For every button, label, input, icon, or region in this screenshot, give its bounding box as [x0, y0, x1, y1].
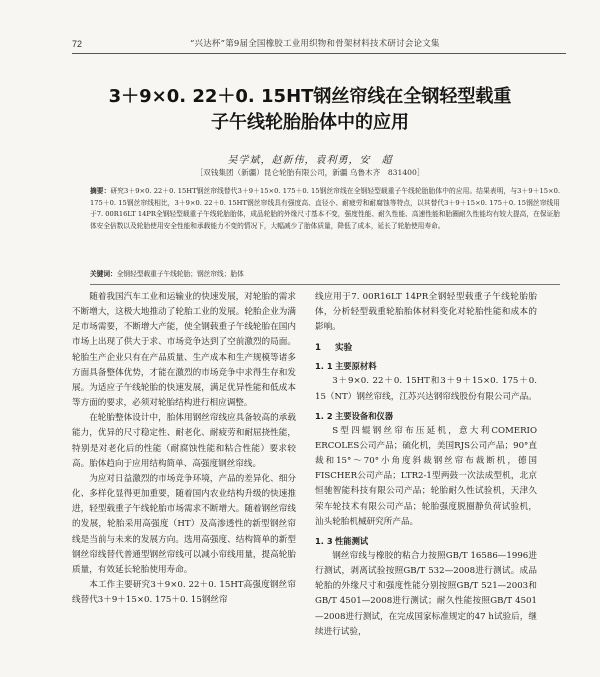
paragraph: 钢丝帘线与橡胶的粘合力按照GB/T 16586—1996进行测试，剥离试验按照GB/T 532—2008进行测试。成品轮胎的外缘尺寸和强度性能分别按照GB/T 521—2003和GB/T 4501—2008进行测试；耐久性能按照GB/T 4501—2008进行测试，在完成国家标准规定的47 h试验后，继续进行试验，	[315, 550, 537, 637]
page-number: 72	[72, 39, 83, 49]
affiliation: ［双钱集团（新疆）昆仑轮胎有限公司，新疆 乌鲁木齐 831400］	[195, 168, 425, 177]
paragraph: 在轮胎整体设计中，胎体用钢丝帘线应具备较高的承载能力，优异的尺寸稳定性、耐老化、耐疲劳和耐屈挠性能，特别是对老化后的性能（耐腐蚀性能和粘合性能）要求较高。胎体趋向于应用结构简单、高强度钢丝帘线。	[72, 413, 296, 469]
section-heading-1-3: 1. 3 性能测试	[315, 535, 369, 546]
title-line-1: 3＋9×0. 22＋0. 15HT钢丝帘线在全钢轻型载重	[108, 86, 512, 107]
left-column	[72, 290, 296, 608]
keywords-text: 全钢轻型载重子午线轮胎；钢丝帘线；胎体	[116, 270, 244, 278]
header-rule	[72, 53, 566, 54]
running-header	[72, 36, 566, 52]
keywords-label: 关键词：	[90, 270, 117, 278]
keywords	[90, 269, 560, 280]
section-heading-1-2: 1. 2 主要设备和仪器	[315, 410, 394, 421]
article-title	[60, 84, 560, 136]
right-column	[315, 290, 537, 640]
abstract-label: 摘要：	[90, 187, 111, 195]
authors: 吴学斌，赵新伟，袁利勇，安 超	[227, 155, 393, 166]
abstract	[90, 186, 560, 232]
abstract-text: 研究3＋9×0. 22＋0. 15HT钢丝帘线替代3＋9＋15×0. 175＋0. 15钢丝帘线在全钢轻型载重子午线轮胎胎体中的应用。结果表明，与3＋9＋15×0. 175＋0. 15钢丝帘线相比，3＋9×0. 22＋0. 15HT钢丝帘线具有强度高、直径小、耐疲劳和耐腐蚀等特点，以其替代3＋9＋15×0. 175＋0. 15钢丝帘线用于7. 00R16LT 14PR全钢轻型载重子午线轮胎胎体，成品轮胎的外缘尺寸基本不变，强度性能、耐久性能、高速性能和胎圈耐久性能均有较大提高，在保证胎体安全倍数以及轮胎使用安全性能和承载能力不变的情况下，大幅减少了胎体质量，降低了成本，延长了轮胎使用寿命。	[90, 187, 560, 230]
abstract-rule	[90, 284, 560, 285]
section-heading-1-1: 1. 1 主要原材料	[315, 361, 377, 372]
paragraph: 本工作主要研究3＋9×0. 22＋0. 15HT高强度钢丝帘线替代3＋9＋15×0. 175＋0. 15钢丝帘	[72, 579, 296, 606]
section-heading-1: 1 实验	[315, 343, 353, 354]
title-line-2: 子午线轮胎胎体中的应用	[211, 112, 409, 133]
paragraph: 线应用于7. 00R16LT 14PR全钢轻型载重子午线轮胎胎体，分析轻型载重轮胎胎体材料变化对轮胎性能和成本的影响。	[315, 292, 537, 333]
paragraph: S型四辊钢丝帘布压延机，意大利COMERIO ERCOLES公司产品；硫化机，美国RJS公司产品；90°直裁和15°～70°小角度斜裁钢丝帘布裁断机，德国FISCHER公司产品；LTR2-1型两鼓一次法成型机，北京恒驰智能科技有限公司产品；轮胎耐久性试验机，天津久荣车轮技术有限公司产品；轮胎强度脱圈静负荷试验机，汕头轮胎机械研究所产品。	[315, 425, 537, 527]
paragraph: 3＋9×0. 22＋0. 15HT和3＋9＋15×0. 175＋0. 15（NT）钢丝帘线，江苏兴达钢帘线股份有限公司产品。	[315, 376, 537, 402]
paragraph: 随着我国汽车工业和运输业的快速发展，对轮胎的需求不断增大，这极大地推动了轮胎工业的发展。轮胎企业为满足市场需要，不断增大产能，使全钢载重子午线轮胎在国内市场上出现了供大于求、市场竞争达到了空前激烈的局面。轮胎生产企业只有在产品质量、生产成本和生产规模等诸多方面具备整体优势，才能在激烈的市场竞争中求得生存和发展。为适应子午线轮胎的快速发展，满足优异性能和低成本等方面的要求，必须对轮胎结构进行相应调整。	[72, 292, 296, 409]
paragraph: 为应对日益激烈的市场竞争环境，产品的差异化、细分化、多样化显得更加重要，随着国内农业结构升级的快速推进，轻型载重子午线轮胎市场需求不断增大。随着钢丝帘线的发展，轮胎采用高强度（HT）及高渗透性的新型钢丝帘线是当前与未来的发展方向。选用高强度、结构简单的新型钢丝帘线替代普通型钢丝帘线可以减小帘线用量，提高轮胎质量，有效延长轮胎使用寿命。	[72, 473, 296, 575]
journal-title: “兴达杯”第9届全国橡胶工业用织物和骨架材料技术研讨会论文集	[190, 39, 440, 49]
